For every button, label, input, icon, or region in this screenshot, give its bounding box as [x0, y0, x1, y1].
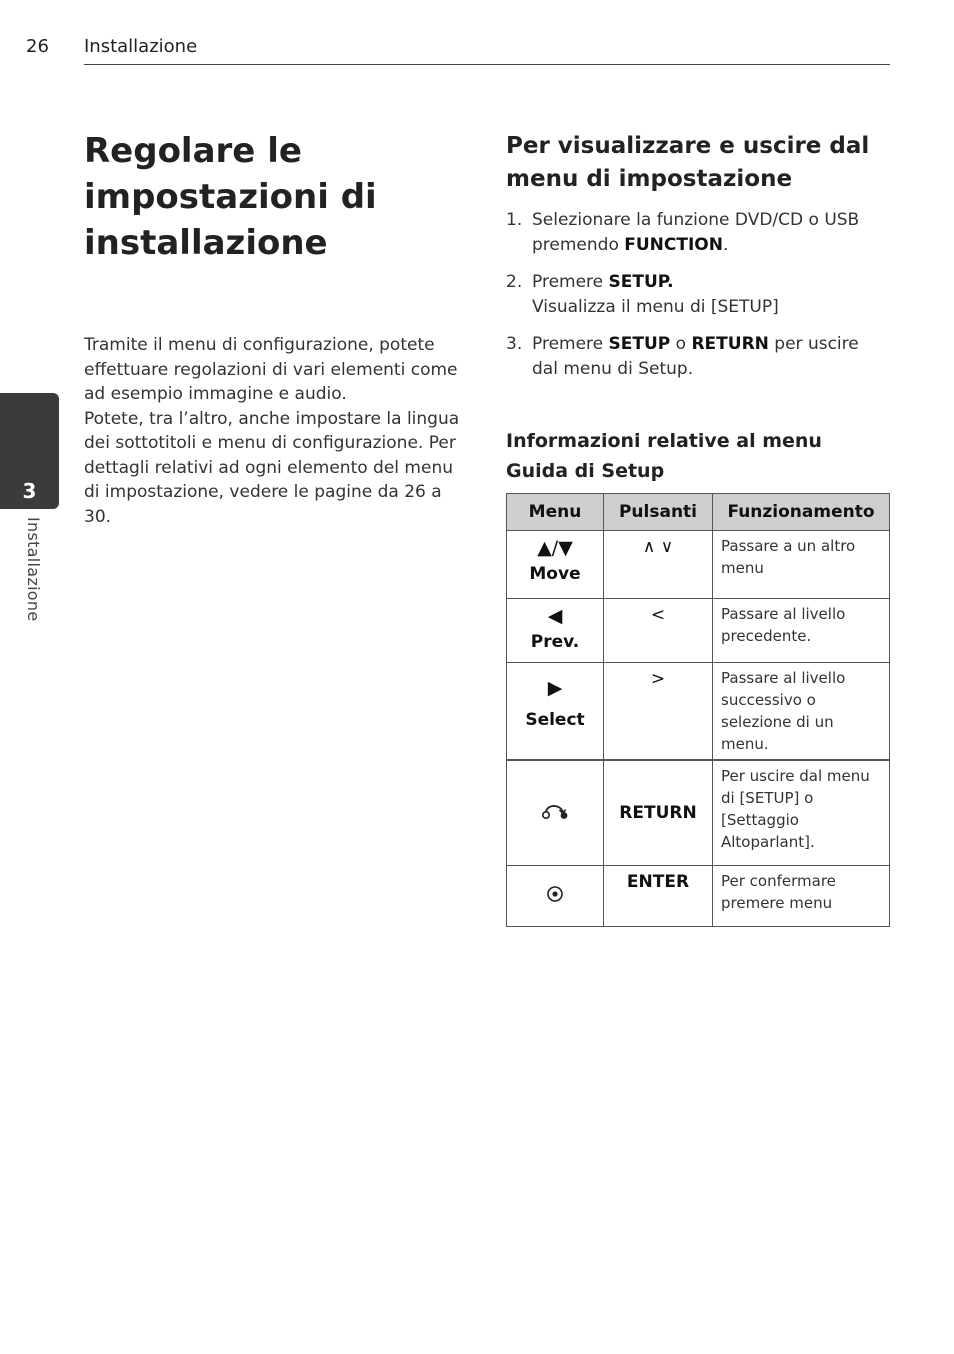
menu-cell [507, 663, 604, 761]
header-rule [84, 64, 890, 65]
step-text: . [723, 235, 729, 255]
table-row [507, 866, 890, 927]
steps-list [506, 208, 890, 394]
chapter-number: 3 [22, 479, 37, 503]
running-title: Installazione [84, 36, 198, 57]
column-header-menu: Menu [507, 494, 604, 531]
step-text: Selezionare la funzione DVD/CD o USB premendo [532, 210, 860, 255]
left-arrow-icon: ◀ [547, 605, 563, 627]
return-icon [540, 801, 570, 826]
chapter-label: Installazione [24, 517, 43, 622]
table-header-row [507, 494, 890, 531]
button-cell: < [604, 599, 713, 663]
step-number: 1. [506, 210, 523, 230]
chapter-tab [0, 393, 59, 509]
step-number: 2. [506, 272, 523, 292]
step-text: Premere [532, 272, 609, 292]
menu-name: Move [529, 564, 581, 584]
step-key: SETUP [608, 334, 671, 354]
button-cell: RETURN [604, 760, 713, 866]
column-header-function: Funzionamento [713, 494, 890, 531]
menu-cell [507, 599, 604, 663]
step-number: 3. [506, 334, 523, 354]
up-down-arrow-icon: ▲/▼ [537, 537, 573, 559]
step-item [506, 208, 890, 258]
enter-icon [545, 884, 565, 909]
function-cell: Per uscire dal menu di [SETUP] o [Settaggio Altoparlant]. [713, 760, 890, 866]
menu-name: Select [525, 710, 585, 730]
step-text: per uscire dal menu di Setup. [532, 334, 859, 379]
column-header-buttons: Pulsanti [604, 494, 713, 531]
step-key: RETURN [691, 334, 769, 354]
step-key: FUNCTION [624, 235, 723, 255]
table-row [507, 760, 890, 866]
button-cell: > [604, 663, 713, 761]
function-cell: Per confermare premere menu [713, 866, 890, 927]
function-cell: Passare al livello successivo o selezione di un menu. [713, 663, 890, 761]
step-item [506, 270, 890, 320]
menu-cell [507, 531, 604, 599]
page-number: 26 [26, 36, 49, 57]
intro-paragraph: Tramite il menu di configurazione, potete effettuare regolazioni di vari elementi come ad esempio immagine e audio. [84, 335, 458, 404]
section-heading: Per visualizzare e uscire dal menu di impostazione [506, 133, 870, 192]
menu-cell [507, 866, 604, 927]
intro-text [84, 333, 472, 529]
table-row [507, 663, 890, 761]
step-text: o [670, 334, 692, 354]
function-cell: Passare al livello precedente. [713, 599, 890, 663]
menu-cell [507, 760, 604, 866]
page-header [0, 0, 954, 70]
page-title: Regolare le impostazioni di installazione [84, 131, 377, 263]
function-cell: Passare a un altro menu [713, 531, 890, 599]
button-cell: ∧ ∨ [604, 531, 713, 599]
menu-name: Prev. [530, 632, 580, 652]
step-text: Premere [532, 334, 609, 354]
button-cell: ENTER [604, 866, 713, 927]
intro-paragraph: Potete, tra l’altro, anche impostare la lingua dei sottotitoli e menu di configurazione. Per dettagli relativi ad ogni elemento del menu di impostazione, vedere le pagine da 26 a 30. [84, 408, 460, 527]
step-key: SETUP. [608, 272, 674, 292]
step-item [506, 332, 890, 382]
right-arrow-icon: ▶ [547, 677, 563, 699]
table-row [507, 599, 890, 663]
guide-heading: Informazioni relative al menu Guida di Setup [506, 430, 822, 482]
setup-guide-table [506, 493, 890, 927]
table-row [507, 531, 890, 599]
step-text: Visualizza il menu di [SETUP] [532, 297, 779, 317]
